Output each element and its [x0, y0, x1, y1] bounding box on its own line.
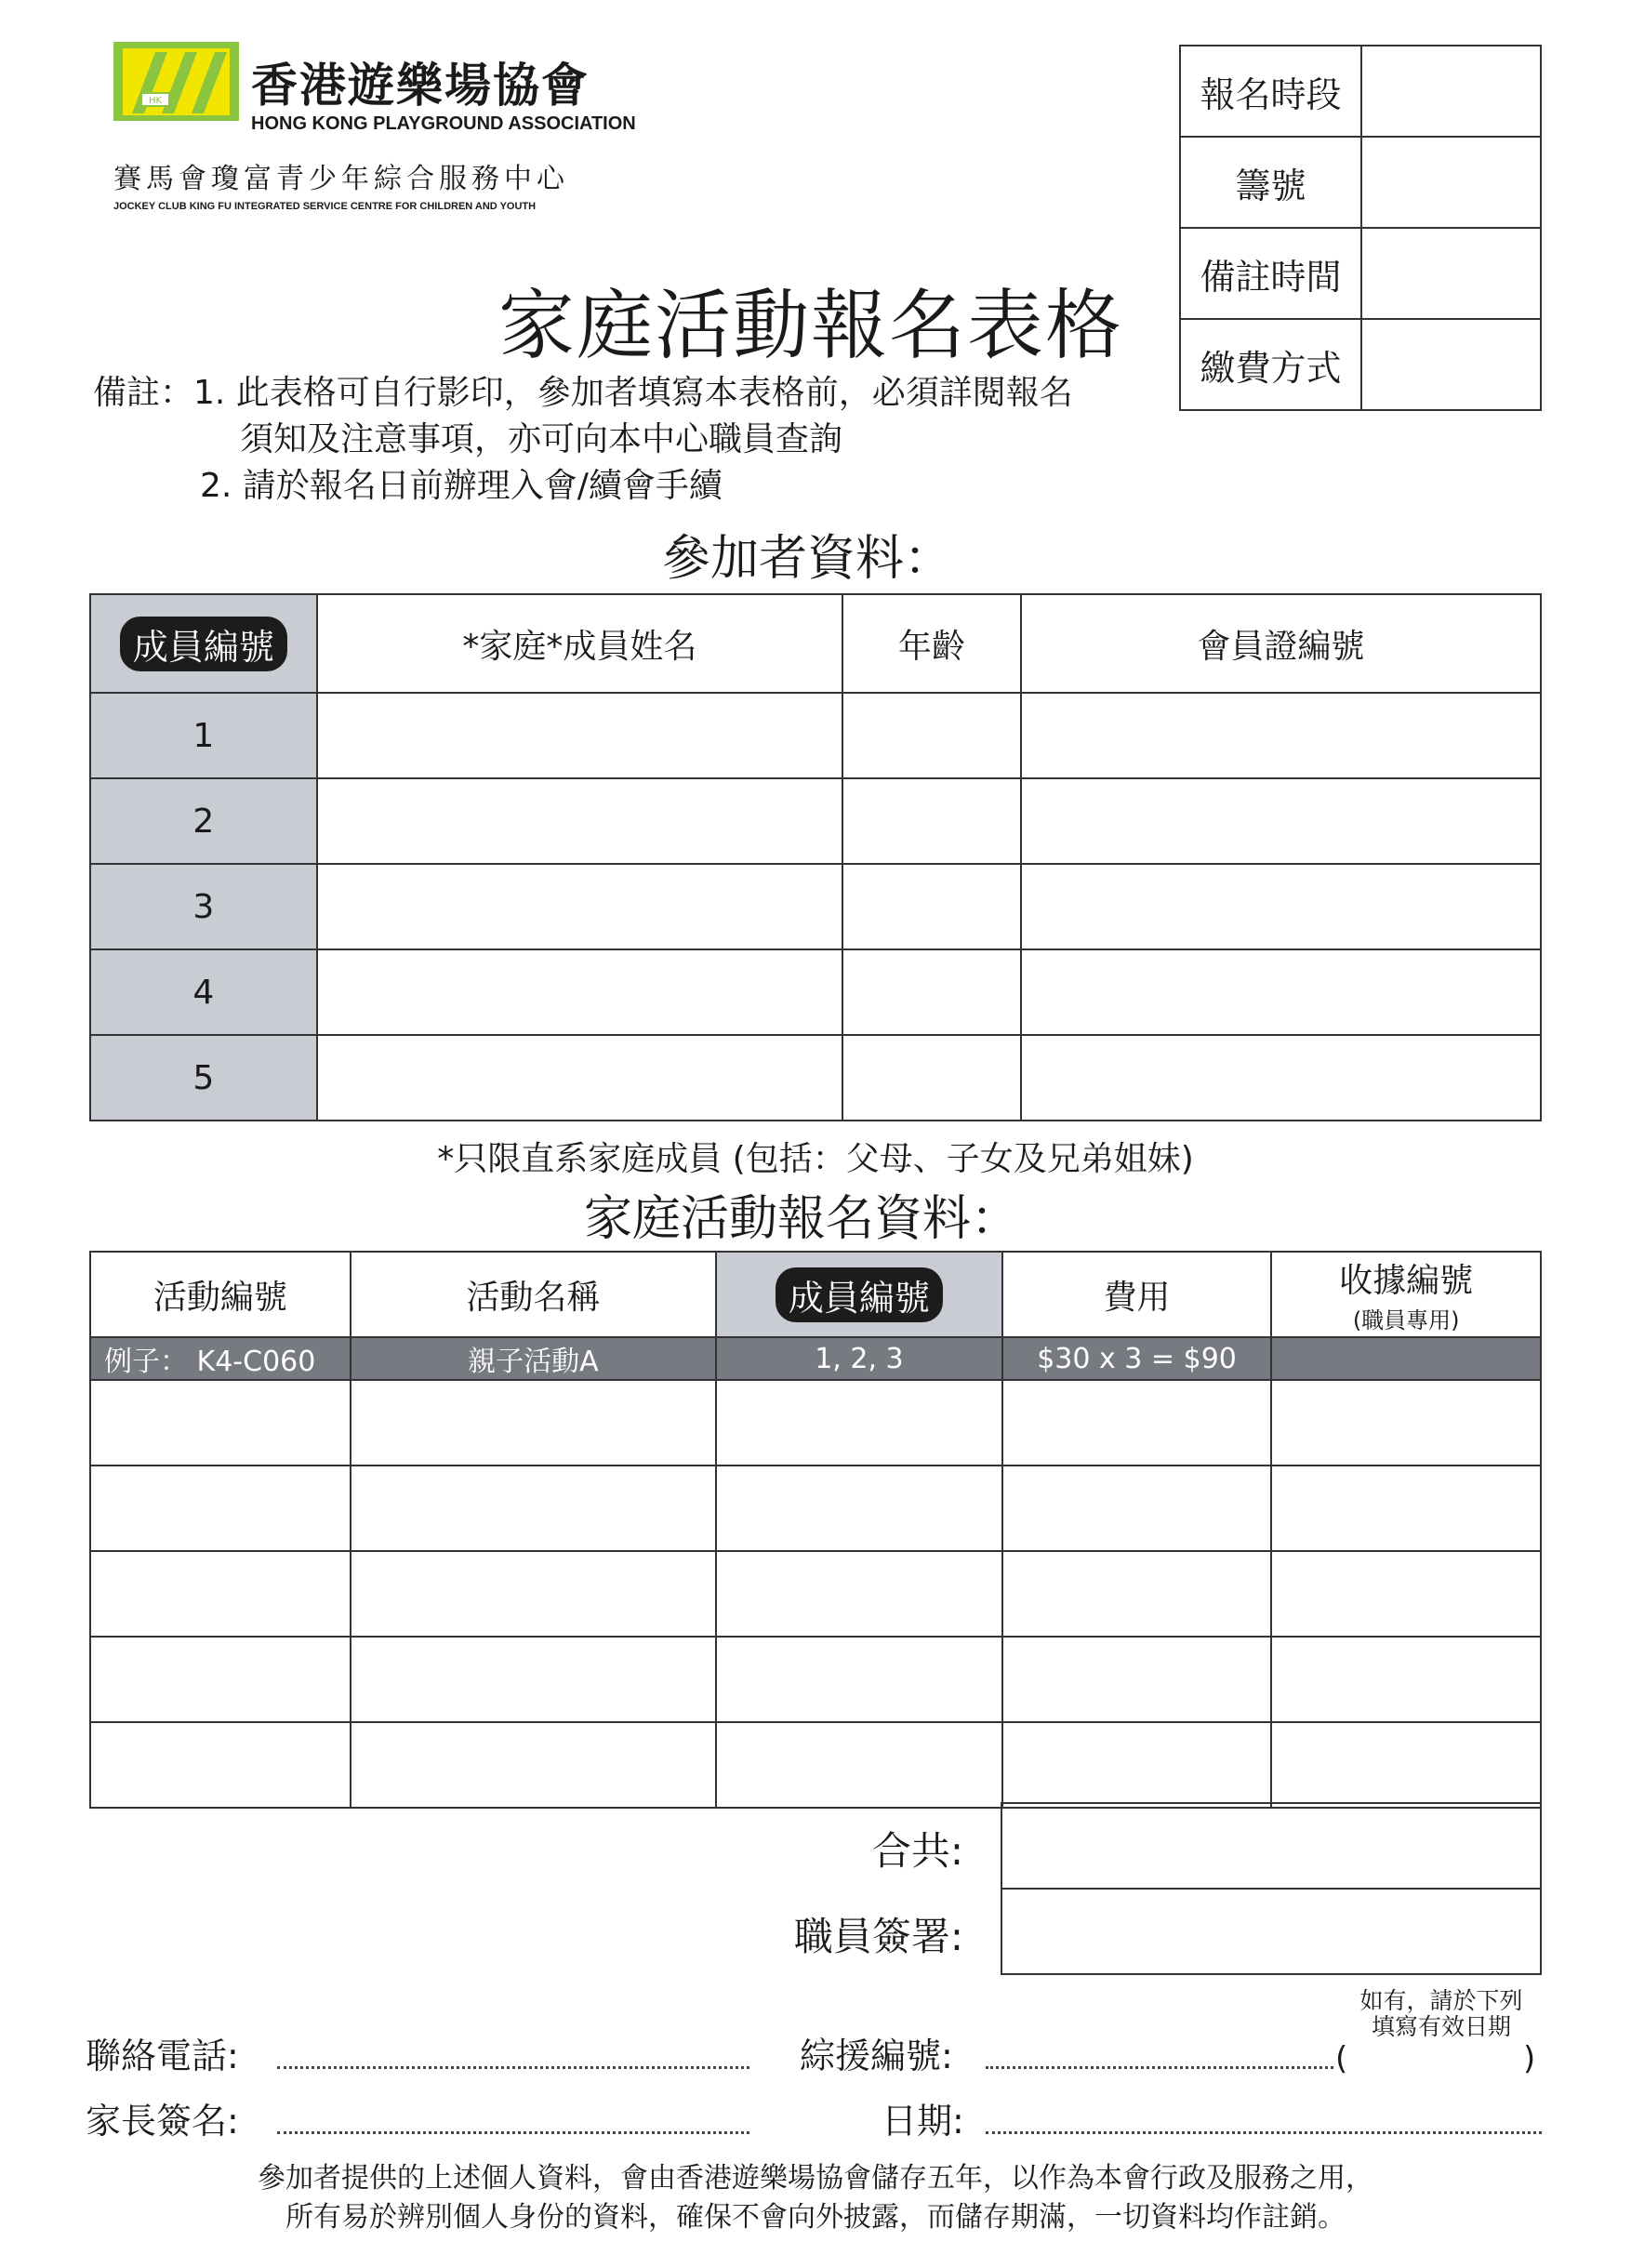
fee-field[interactable] — [1002, 1722, 1272, 1808]
office-field[interactable] — [1361, 137, 1541, 228]
receipt-field[interactable] — [1271, 1551, 1541, 1637]
total-label: 合共: — [871, 1828, 963, 1874]
parent-signature-field[interactable] — [277, 2131, 749, 2134]
example-name: 親子活動A — [351, 1337, 716, 1380]
age-field[interactable] — [842, 693, 1021, 778]
office-label: 籌號 — [1180, 137, 1361, 228]
example-row — [90, 1337, 1541, 1380]
centre-name-zh: 賽馬會瓊富青少年綜合服務中心 — [113, 163, 569, 195]
office-label: 繳費方式 — [1180, 319, 1361, 410]
privacy-statement — [0, 2159, 1631, 2237]
age-field[interactable] — [842, 864, 1021, 949]
fee-field[interactable] — [1002, 1637, 1272, 1722]
table-row — [90, 1722, 1541, 1808]
paren-close: ) — [1523, 2040, 1536, 2077]
example-members: 1, 2, 3 — [716, 1337, 1002, 1380]
membership-no-field[interactable] — [1021, 864, 1541, 949]
parent-signature-label: 家長簽名: — [86, 2101, 239, 2142]
activity-name-field[interactable] — [351, 1466, 716, 1551]
receipt-field[interactable] — [1271, 1722, 1541, 1808]
activity-code-field[interactable] — [90, 1380, 351, 1466]
total-field[interactable] — [1001, 1803, 1541, 1889]
column-header: 會員證編號 — [1021, 594, 1541, 693]
logo-badge-text: HK — [148, 96, 163, 106]
table-row — [90, 1466, 1541, 1551]
table-row — [90, 1380, 1541, 1466]
office-use-box — [1179, 45, 1542, 411]
column-header — [716, 1252, 1002, 1337]
staff-signature-field[interactable] — [1001, 1889, 1541, 1974]
activity-name-field[interactable] — [351, 1722, 716, 1808]
participants-section-title: 參加者資料： — [662, 531, 953, 587]
cssa-expiry-field[interactable] — [1350, 2046, 1518, 2081]
receipt-note: (職員專用) — [1352, 1307, 1460, 1333]
member-number: 1 — [90, 693, 317, 778]
column-header: *家庭*成員姓名 — [317, 594, 842, 693]
cssa-note-line-2: 填寫有效日期 — [1371, 2013, 1511, 2040]
member-number: 5 — [90, 1035, 317, 1121]
activity-code-field[interactable] — [90, 1551, 351, 1637]
name-field[interactable] — [317, 778, 842, 864]
membership-no-field[interactable] — [1021, 778, 1541, 864]
office-label: 報名時段 — [1180, 46, 1361, 137]
activity-code-field[interactable] — [90, 1466, 351, 1551]
member-id-header: 成員編號 — [776, 1267, 943, 1322]
name-field[interactable] — [317, 864, 842, 949]
org-name-en: HONG KONG PLAYGROUND ASSOCIATION — [251, 113, 636, 134]
totals-box — [1001, 1802, 1542, 1975]
membership-no-field[interactable] — [1021, 949, 1541, 1035]
receipt-field[interactable] — [1271, 1466, 1541, 1551]
paren-open: ( — [1335, 2040, 1348, 2077]
phone-label: 聯絡電話: — [86, 2036, 239, 2076]
table-row — [90, 693, 1541, 778]
receipt-header: 收據編號 — [1339, 1262, 1474, 1300]
member-ids-field[interactable] — [716, 1380, 1002, 1466]
column-header — [90, 594, 317, 693]
fee-field[interactable] — [1002, 1551, 1272, 1637]
staff-signature-label: 職員簽署: — [793, 1914, 963, 1959]
date-field[interactable] — [986, 2131, 1542, 2134]
member-ids-field[interactable] — [716, 1551, 1002, 1637]
participants-table — [89, 593, 1542, 1121]
cssa-field[interactable] — [986, 2066, 1333, 2069]
name-field[interactable] — [317, 693, 842, 778]
org-name-zh: 香港遊樂場協會 — [251, 58, 590, 113]
member-id-header: 成員編號 — [120, 617, 287, 671]
activities-table — [89, 1251, 1542, 1809]
note-item-1: 1. 此表格可自行影印，參加者填寫本表格前，必須詳閱報名 — [193, 374, 1073, 412]
receipt-field[interactable] — [1271, 1380, 1541, 1466]
member-number: 2 — [90, 778, 317, 864]
column-header: 費用 — [1002, 1252, 1272, 1337]
table-row — [90, 1637, 1541, 1722]
privacy-line-2: 所有易於辨別個人身份的資料，確保不會向外披露，而儲存期滿，一切資料均作註銷。 — [285, 2201, 1346, 2234]
activity-name-field[interactable] — [351, 1380, 716, 1466]
family-footnote: *只限直系家庭成員 (包括：父母、子女及兄弟姐妹) — [437, 1140, 1194, 1178]
age-field[interactable] — [842, 778, 1021, 864]
membership-no-field[interactable] — [1021, 1035, 1541, 1121]
table-row — [90, 1035, 1541, 1121]
example-receipt — [1271, 1337, 1541, 1380]
column-header: 年齡 — [842, 594, 1021, 693]
table-row — [90, 864, 1541, 949]
note-item-1-cont: 須知及注意事項，亦可向本中心職員查詢 — [240, 420, 843, 458]
office-field[interactable] — [1361, 319, 1541, 410]
form-title: 家庭活動報名表格 — [498, 282, 1124, 370]
table-row — [90, 949, 1541, 1035]
member-number: 3 — [90, 864, 317, 949]
activity-code-field[interactable] — [90, 1722, 351, 1808]
example-fee: $30 x 3 = $90 — [1002, 1337, 1272, 1380]
privacy-line-1: 參加者提供的上述個人資料，會由香港遊樂場協會儲存五年，以作為本會行政及服務之用， — [258, 2162, 1373, 2195]
membership-no-field[interactable] — [1021, 693, 1541, 778]
office-field[interactable] — [1361, 228, 1541, 319]
age-field[interactable] — [842, 1035, 1021, 1121]
notes-prefix: 備註： — [93, 374, 194, 412]
note-item-2: 2. 請於報名日前辦理入會/續會手續 — [200, 467, 723, 505]
activity-name-field[interactable] — [351, 1637, 716, 1722]
member-ids-field[interactable] — [716, 1637, 1002, 1722]
fee-field[interactable] — [1002, 1466, 1272, 1551]
activities-section-title: 家庭活動報名資料： — [584, 1191, 1020, 1247]
table-row — [90, 1551, 1541, 1637]
phone-field[interactable] — [277, 2066, 749, 2069]
receipt-field[interactable] — [1271, 1637, 1541, 1722]
activity-name-field[interactable] — [351, 1551, 716, 1637]
column-header: 活動編號 — [90, 1252, 351, 1337]
member-ids-field[interactable] — [716, 1466, 1002, 1551]
column-header — [1271, 1252, 1541, 1337]
playground-logo-icon — [123, 48, 230, 115]
activity-code-field[interactable] — [90, 1637, 351, 1722]
column-header: 活動名稱 — [351, 1252, 716, 1337]
office-label: 備註時間 — [1180, 228, 1361, 319]
cssa-note-line-1: 如有，請於下列 — [1359, 1987, 1523, 2014]
member-number: 4 — [90, 949, 317, 1035]
age-field[interactable] — [842, 949, 1021, 1035]
table-row — [90, 778, 1541, 864]
fee-field[interactable] — [1002, 1380, 1272, 1466]
notes — [93, 370, 1073, 510]
date-label: 日期: — [882, 2101, 964, 2142]
centre-name-en: JOCKEY CLUB KING FU INTEGRATED SERVICE CENTRE FOR CHILDREN AND YOUTH — [113, 201, 537, 212]
cssa-note — [1339, 1988, 1544, 2040]
member-ids-field[interactable] — [716, 1722, 1002, 1808]
name-field[interactable] — [317, 949, 842, 1035]
cssa-label: 綜援編號: — [800, 2036, 953, 2076]
example-code: 例子： K4-C060 — [90, 1337, 351, 1380]
office-field[interactable] — [1361, 46, 1541, 137]
name-field[interactable] — [317, 1035, 842, 1121]
